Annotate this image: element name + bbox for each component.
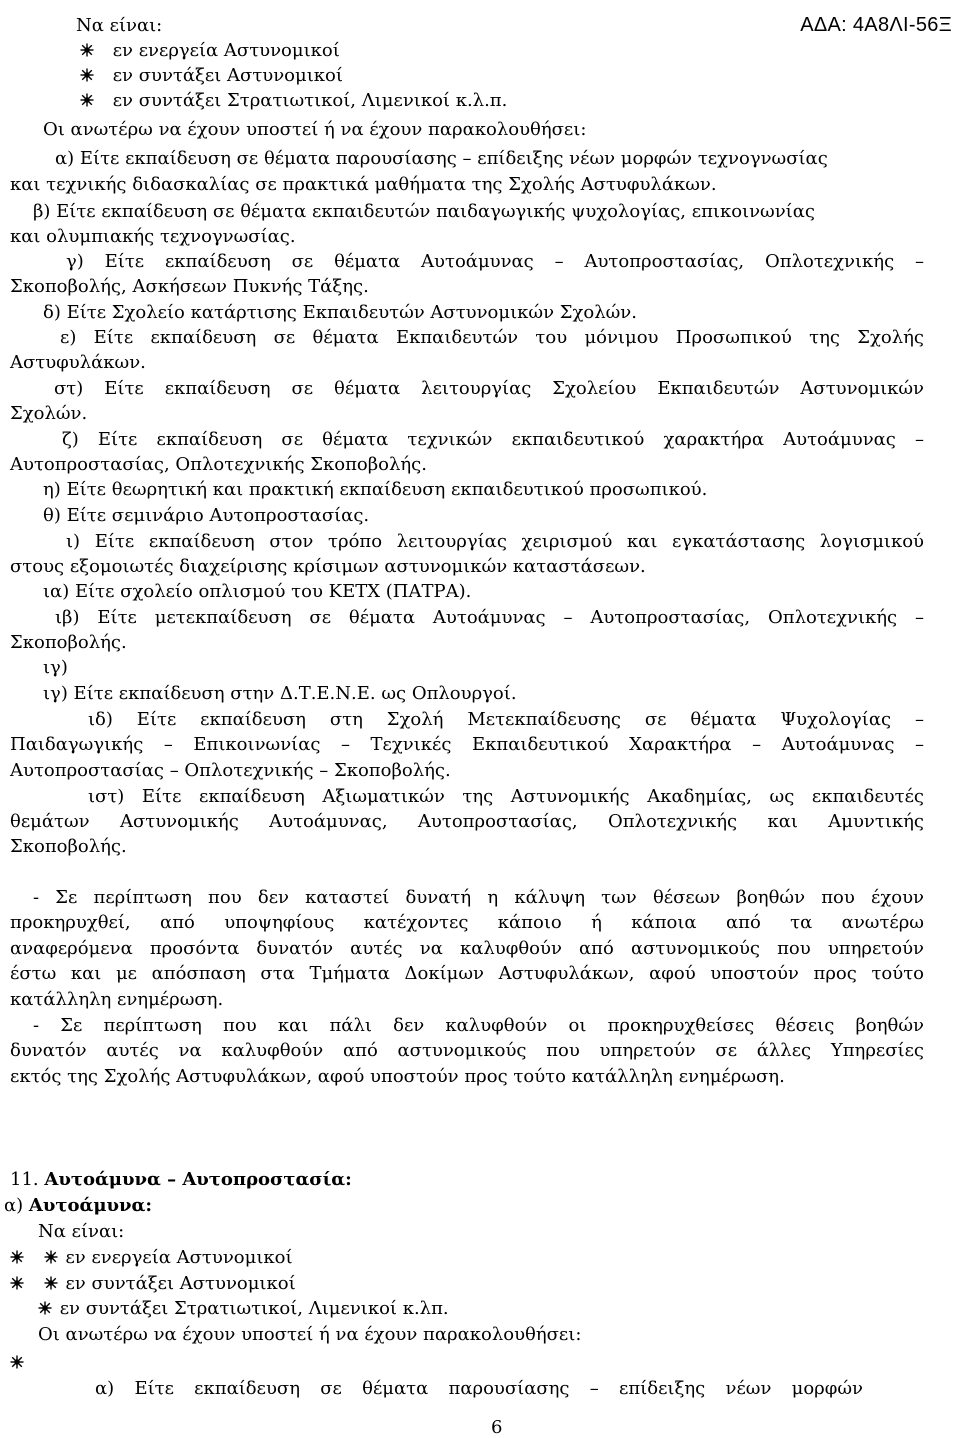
paragraph-1-line: κατάλληλη ενημέρωση. — [10, 989, 224, 1010]
snowflake-bullet-icon — [44, 1276, 58, 1290]
item-h: η) Είτε θεωρητική και πρακτική εκπαίδευση εκπαιδευτικού προσωπικού. — [43, 479, 708, 500]
list-item — [10, 1246, 293, 1270]
list-item-label: εν συντάξει Στρατιωτικοί, Λιμενικοί κ.λπ. — [59, 1298, 449, 1319]
list-item-label: εν συντάξει Στρατιωτικοί, Λιμενικοί κ.λ.π. — [112, 90, 508, 111]
item-a-line1: α) Είτε εκπαίδευση σε θέματα παρουσίασης – επίδειξης νέων μορφών τεχνογνωσίας — [55, 148, 828, 169]
list-item-label: εν ενεργεία Αστυνομικοί — [112, 40, 340, 61]
item-ist-line3: Σκοποβολής. — [10, 836, 127, 857]
section-lead: Οι ανωτέρω να έχουν υποστεί ή να έχουν παρακολουθήσει: — [38, 1324, 582, 1345]
list-item — [10, 1351, 24, 1375]
paragraph-1-line: αναφερόμενα προσόντα δυνατόν αυτές να καλυφθούν από αστυνομικούς που υπηρετούν — [10, 938, 924, 959]
item-e-line1: ε) Είτε εκπαίδευση σε θέματα Εκπαιδευτών του μόνιμου Προσωπικού της Σχολής — [60, 327, 924, 348]
item-ist-line2: θεμάτων Αστυνομικής Αυτοάμυνας, Αυτοπροστασίας, Οπλοτεχνικής και Αμυντικής — [10, 811, 924, 832]
paragraph-2-line: δυνατόν αυτές να καλυφθούν από αστυνομικούς που υπηρετούν σε άλλες Υπηρεσίες — [10, 1040, 924, 1061]
item-i-line2: στους εξομοιωτές διαχείρισης κρίσιμων αστυνομικών καταστάσεων. — [10, 556, 646, 577]
item-z-line2: Αυτοπροστασίας, Οπλοτεχνικής Σκοποβολής. — [10, 454, 427, 475]
snowflake-bullet-icon — [10, 1276, 24, 1290]
paragraph-1-line: προκηρυχθεί, από υποψηφίους κατέχοντες κάποιο ή κάποια από τα ανωτέρω — [10, 912, 924, 933]
snowflake-bullet-icon — [38, 1301, 52, 1315]
list-item — [10, 1272, 296, 1296]
paragraph-1-line: έστω και με απόσπαση στα Τμήματα Δοκίμων Αστυφυλάκων, αφού υποστούν προς τούτο — [10, 963, 924, 984]
item-id-line1: ιδ) Είτε εκπαίδευση στη Σχολή Μετεκπαίδευσης σε θέματα Ψυχολογίας – — [88, 709, 924, 730]
item-b-line2: και ολυμπιακής τεχνογνωσίας. — [10, 226, 296, 247]
section-heading — [10, 1168, 352, 1192]
snowflake-bullet-icon — [80, 43, 94, 57]
subsection-title: Αυτοάμυνα: — [28, 1195, 152, 1216]
item-th: θ) Είτε σεμινάριο Αυτοπροστασίας. — [43, 505, 370, 526]
subsection-prefix: α) — [4, 1195, 24, 1216]
snowflake-bullet-icon — [10, 1355, 24, 1369]
item-b-line1: β) Είτε εκπαίδευση σε θέματα εκπαιδευτών παιδαγωγικής ψυχολογίας, επικοινωνίας — [33, 201, 815, 222]
item-ib-line2: Σκοποβολής. — [10, 632, 127, 653]
list-item — [80, 64, 343, 88]
item-id-line3: Αυτοπροστασίας – Οπλοτεχνικής – Σκοποβολής. — [10, 760, 451, 781]
intro-text: Να είναι: — [76, 15, 163, 36]
ada-code: ΑΔΑ: 4Α8ΛΙ-56Ξ — [800, 14, 952, 36]
section-number: 11. — [10, 1169, 39, 1190]
snowflake-bullet-icon — [80, 68, 94, 82]
item-ib-line1: ιβ) Είτε μετεκπαίδευση σε θέματα Αυτοάμυνας – Αυτοπροστασίας, Οπλοτεχνικής – — [55, 607, 924, 628]
item-st-line1: στ) Είτε εκπαίδευση σε θέματα λειτουργίας Σχολείου Εκπαιδευτών Αστυνομικών — [54, 378, 924, 399]
list-item-label: εν ενεργεία Αστυνομικοί — [65, 1247, 293, 1268]
section-item-a: α) Είτε εκπαίδευση σε θέματα παρουσίασης – επίδειξης νέων μορφών — [95, 1378, 863, 1399]
page-number: 6 — [491, 1417, 503, 1438]
item-e-line2: Αστυφυλάκων. — [10, 352, 146, 373]
subsection-heading — [4, 1194, 152, 1218]
section-intro: Να είναι: — [38, 1221, 125, 1242]
item-z-line1: ζ) Είτε εκπαίδευση σε θέματα τεχνικών εκπαιδευτικού χαρακτήρα Αυτοάμυνας – — [62, 429, 924, 450]
lead-text: Οι ανωτέρω να έχουν υποστεί ή να έχουν παρακολουθήσει: — [43, 119, 587, 140]
paragraph-1-line: - Σε περίπτωση που δεν καταστεί δυνατή η κάλυψη των θέσεων βοηθών που έχουν — [33, 887, 924, 908]
item-ig: ιγ) Είτε εκπαίδευση στην Δ.Τ.Ε.Ν.Ε. ως Οπλουργοί. — [43, 683, 517, 704]
item-a-line2: και τεχνικής διδασκαλίας σε πρακτικά μαθήματα της Σχολής Αστυφυλάκων. — [10, 174, 717, 195]
snowflake-bullet-icon — [80, 93, 94, 107]
item-st-line2: Σχολών. — [10, 403, 88, 424]
paragraph-2-line: εκτός της Σχολής Αστυφυλάκων, αφού υποστούν προς τούτο κατάλληλη ενημέρωση. — [10, 1066, 785, 1087]
item-ig-stub: ιγ) — [43, 657, 68, 678]
list-item — [38, 1297, 449, 1321]
paragraph-2-line: - Σε περίπτωση που και πάλι δεν καλυφθούν οι προκηρυχθείσες θέσεις βοηθών — [33, 1015, 924, 1036]
snowflake-bullet-icon — [44, 1250, 58, 1264]
list-item — [80, 89, 507, 113]
item-g-line2: Σκοποβολής, Ασκήσεων Πυκνής Τάξης. — [10, 276, 369, 297]
item-ist-line1: ιστ) Είτε εκπαίδευση Αξιωματικών της Αστυνομικής Ακαδημίας, ως εκπαιδευτές — [88, 786, 924, 807]
item-i-line1: ι) Είτε εκπαίδευση στον τρόπο λειτουργίας χειρισμού και εγκατάστασης λογισμικού — [66, 531, 924, 552]
item-ia: ια) Είτε σχολείο οπλισμού του ΚΕΤΧ (ΠΑΤΡΑ). — [43, 581, 472, 602]
item-d: δ) Είτε Σχολείο κατάρτισης Εκπαιδευτών Αστυνομικών Σχολών. — [43, 302, 637, 323]
item-id-line2: Παιδαγωγικής – Επικοινωνίας – Τεχνικές Εκπαιδευτικού Χαρακτήρα – Αυτοάμυνας – — [10, 734, 924, 755]
list-item — [80, 39, 340, 63]
section-title: Αυτοάμυνα – Αυτοπροστασία: — [44, 1169, 352, 1190]
snowflake-bullet-icon — [10, 1250, 24, 1264]
list-item-label: εν συντάξει Αστυνομικοί — [112, 65, 343, 86]
list-item-label: εν συντάξει Αστυνομικοί — [65, 1273, 296, 1294]
item-g-line1: γ) Είτε εκπαίδευση σε θέματα Αυτοάμυνας – Αυτοπροστασίας, Οπλοτεχνικής – — [66, 251, 924, 272]
